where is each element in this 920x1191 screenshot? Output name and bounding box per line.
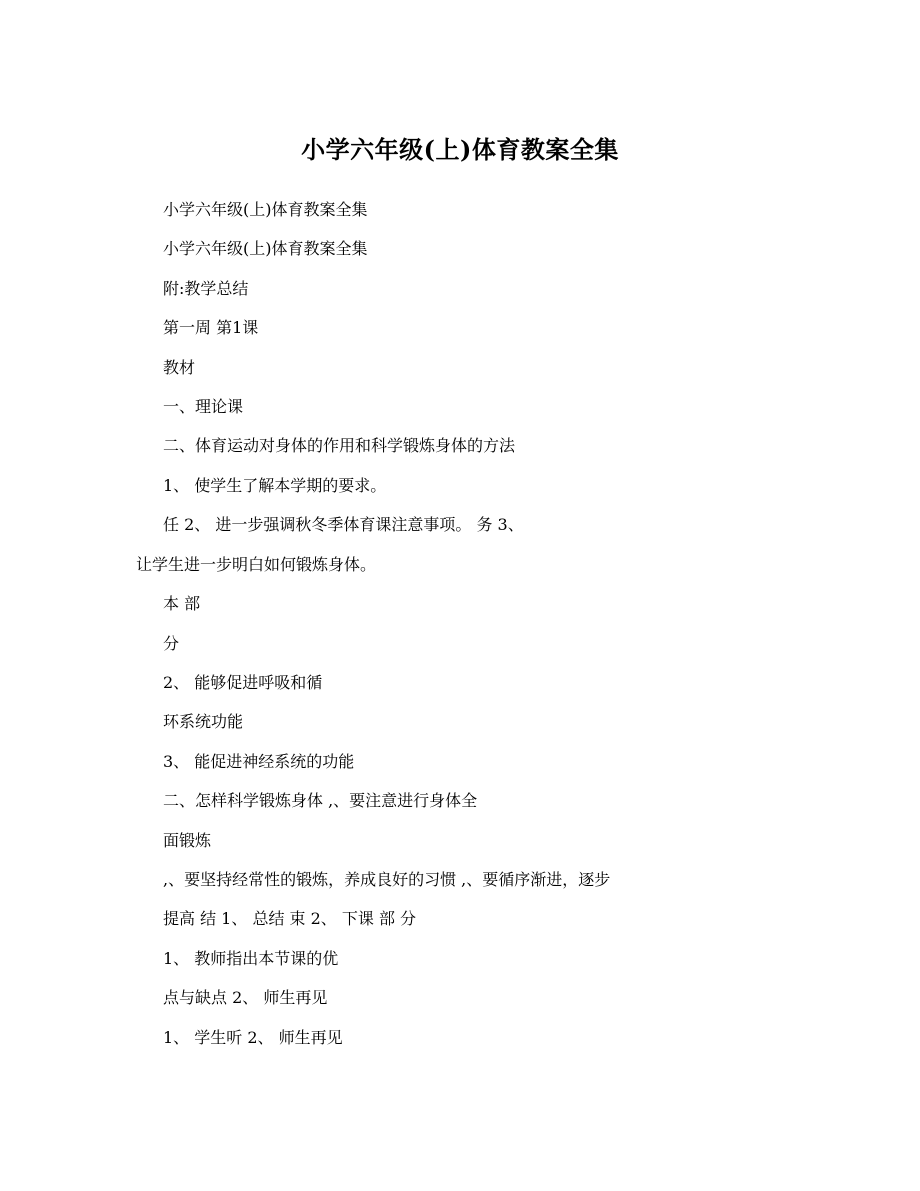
document-title: 小学六年级(上)体育教案全集 (301, 135, 619, 164)
text-line: 2、 能够促进呼吸和循 (163, 673, 323, 692)
text-line: 二、怎样科学锻炼身体 ,、要注意进行身体全 (163, 791, 478, 810)
text-line: 附:教学总结 (163, 279, 249, 298)
text-line: 1、 教师指出本节课的优 (163, 949, 339, 968)
text-line: ,、要坚持经常性的锻炼，养成良好的习惯 ,、要循序渐进，逐步 (163, 870, 611, 889)
text-line: 教材 (163, 358, 196, 377)
text-line: 3、 能促进神经系统的功能 (163, 752, 355, 771)
text-line: 二、体育运动对身体的作用和科学锻炼身体的方法 (163, 436, 516, 455)
text-line: 本 部 (163, 594, 201, 613)
text-line: 环系统功能 (163, 712, 244, 731)
text-line: 任 2、 进一步强调秋冬季体育课注意事项。 务 3、 (163, 515, 524, 534)
text-line: 1、 学生听 2、 师生再见 (163, 1028, 343, 1047)
text-line: 让学生进一步明白如何锻炼身体。 (136, 555, 377, 574)
text-line: 提高 结 1、 总结 束 2、 下课 部 分 (163, 909, 417, 928)
text-line: 一、理论课 (163, 397, 244, 416)
text-line: 面锻炼 (163, 831, 212, 850)
text-line: 点与缺点 2、 师生再见 (163, 988, 328, 1007)
text-line: 第一周 第1课 (163, 318, 259, 337)
text-line: 小学六年级(上)体育教案全集 (163, 239, 368, 258)
text-line: 1、 使学生了解本学期的要求。 (163, 476, 387, 495)
text-line: 分 (163, 634, 180, 653)
text-line: 小学六年级(上)体育教案全集 (163, 200, 368, 219)
